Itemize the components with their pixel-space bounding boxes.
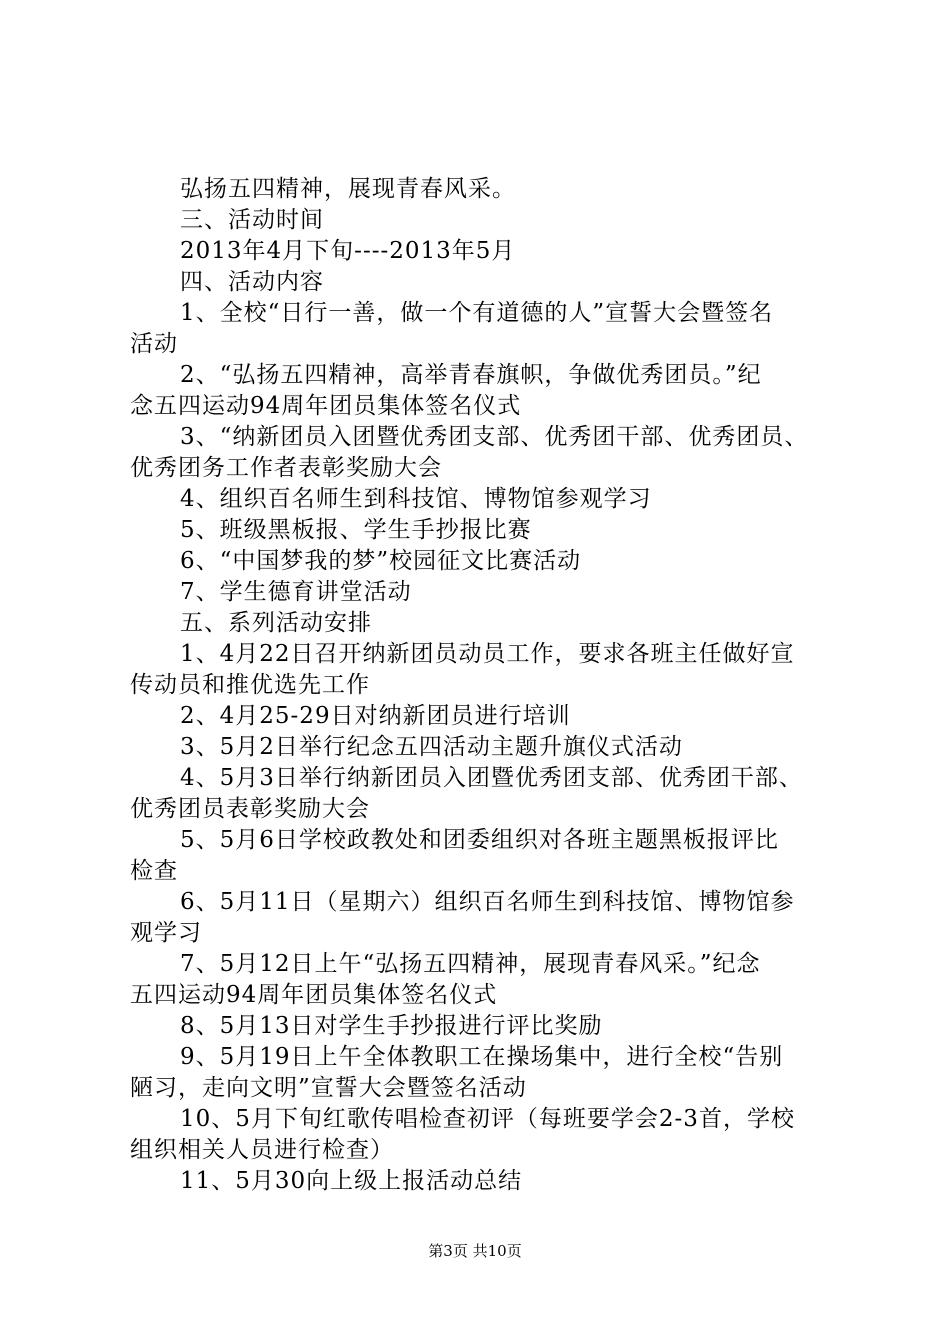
text-line: 11、5月30向上级上报活动总结 <box>180 1168 523 1194</box>
page-footer: 第3页 共10页 <box>428 1242 522 1260</box>
text-line: 优秀团务工作者表彰奖励大会 <box>130 455 442 481</box>
text-line: 五、系列活动安排 <box>180 610 372 636</box>
text-line: 四、活动内容 <box>180 269 324 295</box>
text-line: 活动 <box>130 331 178 357</box>
text-line: 观学习 <box>130 920 202 946</box>
text-line: 2、“弘扬五四精神，高举青春旗帜，争做优秀团员。”纪 <box>180 362 762 388</box>
text-line: 7、学生德育讲堂活动 <box>180 579 412 605</box>
text-line: 3、5月2日举行纪念五四活动主题升旗仪式活动 <box>180 734 683 760</box>
text-line: 4、5月3日举行纳新团员入团暨优秀团支部、优秀团干部、 <box>180 765 803 791</box>
text-line: 6、5月11日（星期六）组织百名师生到科技馆、博物馆参 <box>180 889 795 915</box>
text-line: 陋习，走向文明”宣誓大会暨签名活动 <box>130 1075 527 1101</box>
text-line: 1、4月22日召开纳新团员动员工作，要求各班主任做好宣 <box>180 641 795 667</box>
text-line: 优秀团员表彰奖励大会 <box>130 796 370 822</box>
text-line: 8、5月13日对学生手抄报进行评比奖励 <box>180 1013 603 1039</box>
document-body <box>130 174 840 1197</box>
text-line: 6、“中国梦我的梦”校园征文比赛活动 <box>180 548 582 574</box>
text-line: 检查 <box>130 858 178 884</box>
text-line: 7、5月12日上午“弘扬五四精神，展现青春风采。”纪念 <box>180 951 761 977</box>
text-line: 组织相关人员进行检查） <box>130 1137 394 1163</box>
text-line: 10、5月下旬红歌传唱检查初评（每班要学会2-3首，学校 <box>180 1106 795 1132</box>
text-line: 4、组织百名师生到科技馆、博物馆参观学习 <box>180 486 652 512</box>
text-line: 5、班级黑板报、学生手抄报比赛 <box>180 517 532 543</box>
text-line: 弘扬五四精神，展现青春风采。 <box>180 176 516 202</box>
text-line: 传动员和推优选先工作 <box>130 672 370 698</box>
text-line: 3、“纳新团员入团暨优秀团支部、优秀团干部、优秀团员、 <box>180 424 809 450</box>
text-line: 2、4月25-29日对纳新团员进行培训 <box>180 703 571 729</box>
text-line: 2013年4月下旬----2013年5月 <box>180 238 516 264</box>
text-line: 1、全校“日行一善，做一个有道德的人”宣誓大会暨签名 <box>180 300 774 326</box>
text-line: 三、活动时间 <box>180 207 324 233</box>
text-line: 五四运动94周年团员集体签名仪式 <box>130 982 498 1008</box>
text-line: 5、5月6日学校政教处和团委组织对各班主题黑板报评比 <box>180 827 779 853</box>
text-line: 9、5月19日上午全体教职工在操场集中，进行全校“告别 <box>180 1044 784 1070</box>
text-line: 念五四运动94周年团员集体签名仪式 <box>130 393 522 419</box>
